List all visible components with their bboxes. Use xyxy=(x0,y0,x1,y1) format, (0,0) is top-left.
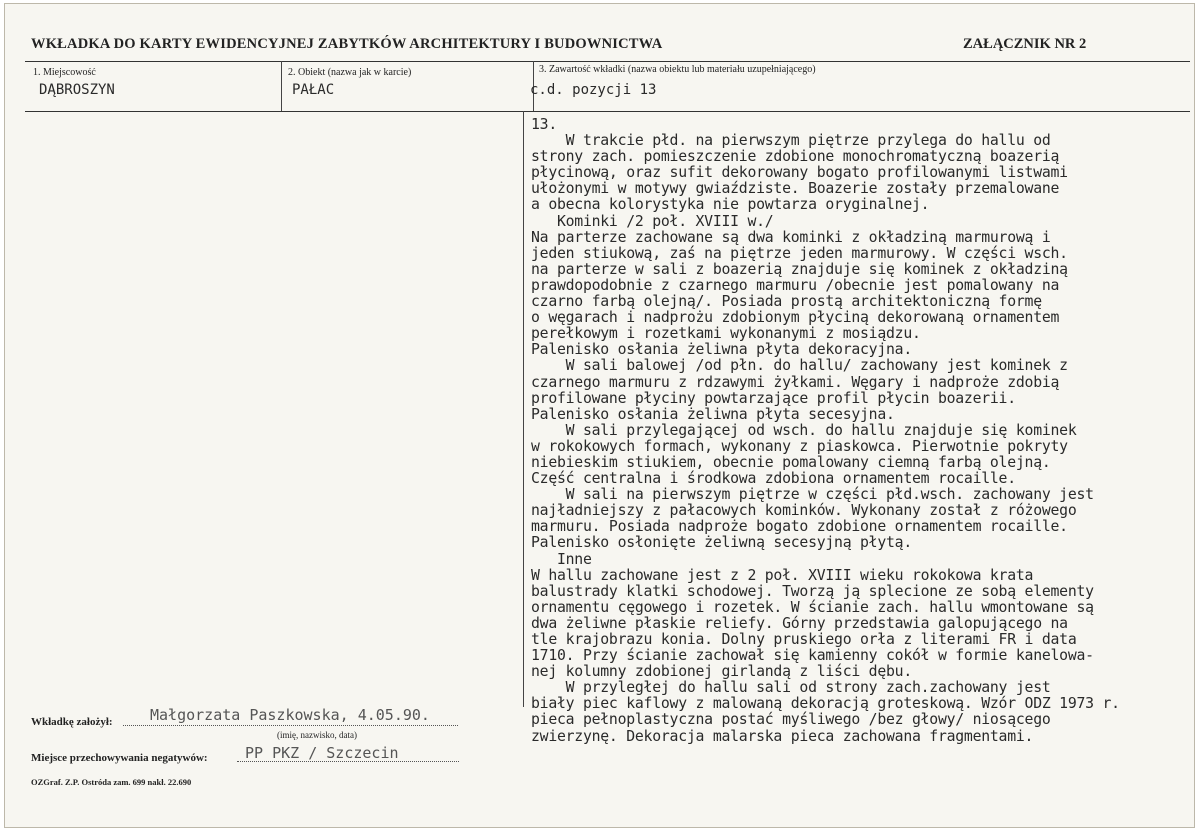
text-line: jeden stiukową, zaś na piętrze jeden marmurowy. W części wsch. xyxy=(531,244,1068,262)
text-line: czarno farbą olejną/. Posiada prostą architektoniczną formę xyxy=(531,293,1042,311)
text-line: ornamentu cęgowego i rozetek. W ścianie zach. hallu wmontowane są xyxy=(531,598,1094,616)
storage-value: PP PKZ / Szczecin xyxy=(245,744,399,762)
text-line: perełkowym i rozetkami wykonanymi z mosiądzu. xyxy=(531,325,921,343)
storage-line xyxy=(237,761,459,762)
fields-bottom-rule xyxy=(25,111,1190,112)
fields-top-rule xyxy=(25,61,1190,62)
text-line: W trakcie płd. na pierwszym piętrze przylega do hallu od xyxy=(531,132,1051,150)
text-line: marmuru. Posiada nadproże bogato zdobione ornamentem rocaille. xyxy=(531,518,1068,536)
text-line: 13. xyxy=(531,116,557,133)
text-line: W przyległej do hallu sali od strony zach.zachowany jest xyxy=(531,679,1051,697)
form-title: WKŁADKA DO KARTY EWIDENCYJNEJ ZABYTKÓW ARCHITEKTURY I BUDOWNICTWA xyxy=(31,36,663,52)
text-line: Inne xyxy=(531,550,592,568)
text-line: płycinową, oraz sufit dekorowany bogato profilowanymi listwami xyxy=(531,164,1068,182)
object-value: PAŁAC xyxy=(292,82,335,98)
field-divider-1 xyxy=(281,61,282,111)
content-value: c.d. pozycji 13 xyxy=(530,82,657,98)
text-line: W hallu zachowane jest z 2 poł. XVIII wieku rokokowa krata xyxy=(531,566,1034,584)
text-line: na parterze w sali z boazerią znajduje się kominek z okładziną xyxy=(531,260,1068,278)
text-line: W sali przylegającej od wsch. do hallu znajduje się kominek xyxy=(531,421,1077,439)
text-line: profilowane płyciny powtarzające profil płycin boazerii. xyxy=(531,389,1016,407)
text-line: Palenisko osłania żeliwna płyta secesyjna. xyxy=(531,405,895,423)
object-label: 2. Obiekt (nazwa jak w karcie) xyxy=(288,67,412,78)
text-line: biały piec kaflowy z malowaną dekoracją groteskową. Wzór ODZ 1973 r. xyxy=(531,695,1120,713)
text-line: W sali na pierwszym piętrze w części płd.wsch. zachowany jest xyxy=(531,486,1094,504)
text-line: czarnego marmuru z rdzawymi żyłkami. Węgary i nadproże zdobią xyxy=(531,373,1060,391)
text-line: pieca pełnoplastyczna postać myśliwego /bez głowy/ niosącego xyxy=(531,711,1051,729)
text-line: nej kolumny zdobionej girlandą z liści dębu. xyxy=(531,663,912,681)
text-line: a obecna kolorystyka nie powtarza oryginalnej. xyxy=(531,196,930,214)
text-line: strony zach. pomieszczenie zdobione monochromatyczną boazerią xyxy=(531,148,1060,166)
printer-imprint: OZGraf. Z.P. Ostróda zam. 699 nakł. 22.690 xyxy=(31,777,192,787)
prepared-label: Wkładkę założył: xyxy=(31,716,113,728)
text-line: najładniejszy z pałacowych kominków. Wykonany został z różowego xyxy=(531,502,1077,520)
text-line: 1710. Przy ścianie zachował się kamienny cokół w formie kanelowa- xyxy=(531,647,1094,665)
prepared-line xyxy=(123,725,458,726)
text-line: zwierzynę. Dekoracja malarska pieca zachowana fragmentami. xyxy=(531,727,1034,745)
prepared-value: Małgorzata Paszkowska, 4.05.90. xyxy=(150,706,430,724)
place-label: 1. Miejscowość xyxy=(33,67,96,78)
storage-label: Miejsce przechowywania negatywów: xyxy=(31,752,208,764)
text-line: balustrady klatki schodowej. Tworzą ją splecione ze sobą elementy xyxy=(531,582,1094,600)
text-line: W sali balowej /od płn. do hallu/ zachowany jest kominek z xyxy=(531,357,1068,375)
text-line: Palenisko osłonięte żeliwną secesyjną płytą. xyxy=(531,534,912,552)
text-line: w rokokowych formach, wykonany z piaskowca. Pierwotnie pokryty xyxy=(531,437,1068,455)
text-line: Palenisko osłania żeliwna płyta dekoracyjna. xyxy=(531,341,912,359)
text-line: o węgarach i nadprożu zdobionym płyciną dekorowaną ornamentem xyxy=(531,309,1060,327)
typed-description xyxy=(531,117,1195,745)
place-value: DĄBROSZYN xyxy=(39,82,115,98)
text-line: prawdopodobnie z czarnego marmuru /obecnie jest pomalowany na xyxy=(531,276,1060,294)
text-line: dwa żeliwne płaskie reliefy. Górny przedstawia galopującego na xyxy=(531,614,1068,632)
text-line: Część centralna i środkowa zdobiona ornamentem rocaille. xyxy=(531,470,1016,488)
column-divider xyxy=(523,111,524,707)
text-line: Kominki /2 poł. XVIII w./ xyxy=(531,212,774,230)
text-line: tle krajobrazu konia. Dolny pruskiego orła z literami FR i data xyxy=(531,631,1077,648)
text-line: ułożonymi w motywy gwiaździste. Boazerie zostały przemalowane xyxy=(531,180,1060,198)
record-card xyxy=(4,3,1195,828)
content-label: 3. Zawartość wkładki (nazwa obiektu lub materiału uzupełniającego) xyxy=(539,64,816,75)
text-line: Na parterze zachowane są dwa kominki z okładziną marmurową i xyxy=(531,228,1051,246)
text-line: niebieskim stiukiem, obecnie pomalowany ciemną farbą olejną. xyxy=(531,453,1051,471)
prepared-caption: (imię, nazwisko, data) xyxy=(277,730,357,740)
annex-number: ZAŁĄCZNIK NR 2 xyxy=(963,36,1087,52)
